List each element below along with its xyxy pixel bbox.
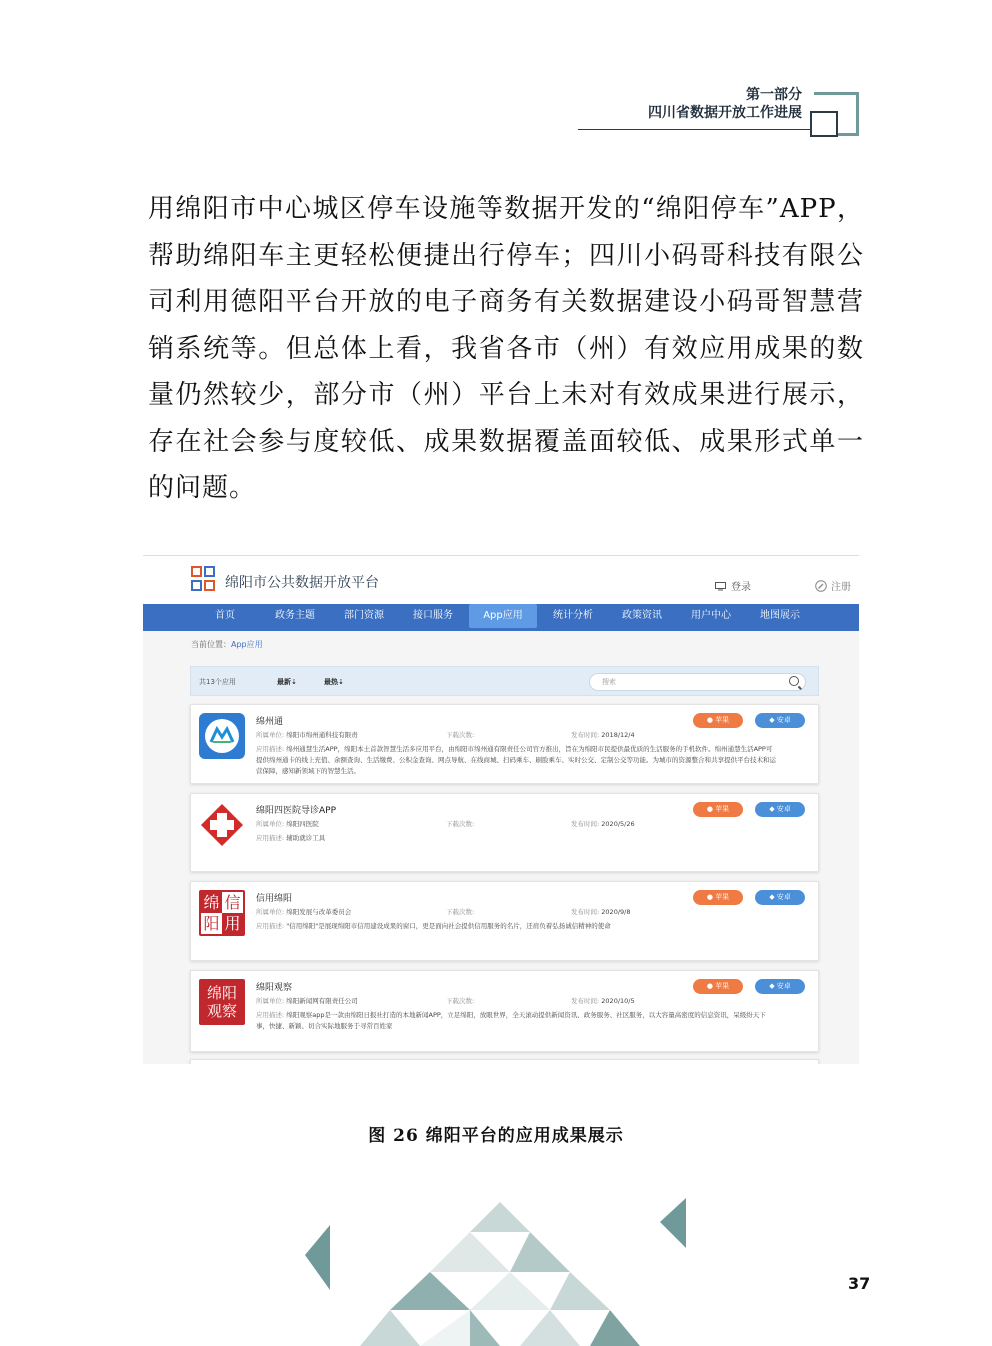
nav-item-policy[interactable]: 政策资讯 [622,610,662,621]
nav-item-home[interactable]: 首页 [215,610,235,621]
nav-item-statistics[interactable]: 统计分析 [553,610,593,621]
android-download-button[interactable]: ◆ 安卓 [755,713,805,728]
credit-mianyang-logo-icon: 绵 信 阳 用 [199,890,245,936]
apple-download-button[interactable]: ● 苹果 [693,713,743,728]
app-description: 应用描述: 辅助就诊工具 [256,834,326,842]
app-name: 绵阳观察 [256,983,293,993]
app-card-partial [190,1059,819,1064]
edit-icon [815,580,827,592]
monitor-icon [715,582,726,591]
decorative-triangles [0,1180,992,1346]
android-download-button[interactable]: ◆ 安卓 [755,979,805,994]
app-description: 应用描述: "信用绵阳"是展现绵阳市信用建设成果的窗口，更是面向社会提供信用服务的名片，还肩负着弘扬诚信精神的使命 [256,922,611,930]
hospital-cross-icon [199,802,245,848]
site-title: 绵阳市公共数据开放平台 [225,575,379,591]
apple-download-button[interactable]: ● 苹果 [693,890,743,905]
apple-download-button[interactable]: ● 苹果 [693,979,743,994]
app-card[interactable] [190,704,819,784]
nav-item-topics[interactable]: 政务主题 [275,610,315,621]
login-link[interactable]: 登录 [715,578,751,593]
app-name: 绵阳四医院导诊APP [256,806,337,816]
apple-download-button[interactable]: ● 苹果 [693,802,743,817]
body-paragraph: 用绵阳市中心城区停车设施等数据开发的“绵阳停车”APP，帮助绵阳车主更轻松便捷出行停车；四川小码哥科技有限公司利用德阳平台开放的电子商务有关数据建设小码哥智慧营销系统等。但总体上看，我省各市（州）有效应用成果的数量仍然较少，部分市（州）平台上未对有效成果进行展示，存在社会参与度较低、成果数据覆盖面较低、成果形式单一的问题。 [148,194,864,503]
app-name: 信用绵阳 [256,894,293,904]
search-input[interactable] [589,673,806,691]
app-meta: 所属单位: 绵阳四医院 下载次数: 发布时间: 2020/5/26 [256,820,635,828]
filter-bar [190,666,819,696]
part-label: 第一部分 [746,87,802,103]
app-meta: 所属单位: 绵阳市绵州通科技有限责 下载次数: 发布时间: 2018/12/4 [256,731,635,739]
app-description: 应用描述: 绵州通慧生活APP，绵阳本土首款智慧生活多应用平台，由绵阳市绵州通有限责任公司官方推出，旨在为绵阳市民提供最优质的生活服务的手机软件。绵州通慧生活APP可提供绵州通卡的线上充值、余额查询、生活缴费、公积金查询、网点导航、在线商城、扫码乘车、刷脸乘车、实时公交、定制公交等功能。为城市的资源整合和共享提供平台技术和运营保障，感知新领域下的智慧生活。 [256,745,776,775]
app-meta: 所属单位: 绵阳发展与改革委员会 下载次数: 发布时间: 2020/9/8 [256,908,631,916]
android-download-button[interactable]: ◆ 安卓 [755,802,805,817]
page-number: 37 [848,1274,871,1293]
header-rule [578,129,814,130]
main-nav [143,604,859,631]
register-link[interactable]: 注册 [815,578,851,593]
site-logo-icon [191,566,217,594]
nav-item-apps[interactable]: App应用 [469,604,537,628]
nav-item-user[interactable]: 用户中心 [691,610,731,621]
figure-caption: 图 26 绵阳平台的应用成果展示 [368,1126,624,1146]
breadcrumb-current[interactable]: App应用 [231,640,263,649]
search-icon[interactable] [789,676,799,686]
app-name: 绵州通 [256,717,284,727]
mianzhoutong-logo-icon [199,713,245,759]
breadcrumb: 当前位置：App应用 [191,640,263,649]
app-description: 应用描述: 绵阳观察app是一款由绵阳日报社打造的本地新闻APP，立足绵阳，放眼世界，全天滚动提供新闻资讯、政务服务、社区服务，以大容量高密度的信息资讯，呆级纷天下事，快捷、新颖、切合实际地服务于寻常百姓家 [256,1011,766,1030]
search-placeholder: 搜索 [602,678,616,686]
section-title: 四川省数据开放工作进展 [648,105,802,121]
sort-hottest[interactable]: 最热⇣ [324,678,344,686]
nav-item-map[interactable]: 地图展示 [760,610,800,621]
nav-item-api[interactable]: 接口服务 [413,610,453,621]
app-card[interactable] [190,881,819,961]
running-header [578,86,808,122]
app-card[interactable] [190,793,819,872]
app-count: 共13个应用 [199,678,236,686]
android-download-button[interactable]: ◆ 安卓 [755,890,805,905]
site-header [143,556,859,604]
app-meta: 所属单位: 绵阳新闻网有限责任公司 下载次数: 发布时间: 2020/10/5 [256,997,635,1005]
header-decoration-square [810,111,838,137]
sort-latest[interactable]: 最新⇣ [277,678,297,686]
nav-item-departments[interactable]: 部门资源 [344,610,384,621]
mianyang-observe-logo-icon: 绵阳 观察 [199,979,245,1025]
app-card[interactable] [190,970,819,1052]
platform-screenshot [143,555,859,1064]
